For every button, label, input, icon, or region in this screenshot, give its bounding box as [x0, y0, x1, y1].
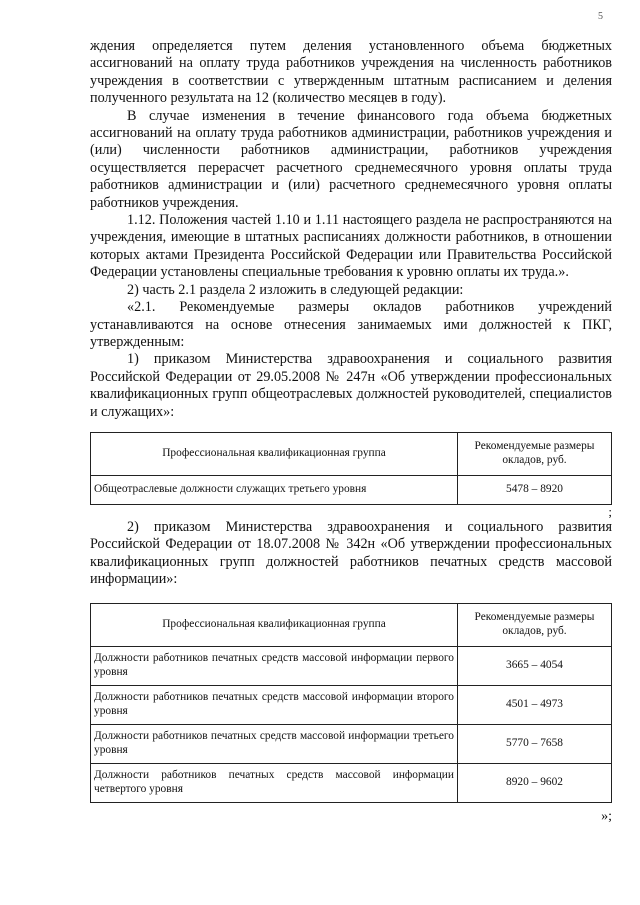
paragraph-order-342n: 2) приказом Министерства здравоохранения и социального развития Российской Федерации от 18.07.2008 № 342н «Об утверждении профессиональных квалификационных групп должностей работников печатных средств массовой информации»:	[90, 518, 612, 588]
table-semicolon: ;	[608, 503, 612, 519]
header-group-cell: Профессиональная квалификационная группа	[91, 432, 458, 475]
group-cell: Должности работников печатных средств массовой информации первого уровня	[91, 646, 458, 685]
salary-table-general-positions	[90, 432, 612, 505]
table-header-row	[91, 432, 612, 475]
paragraph-2-1-text: «2.1. Рекомендуемые размеры окладов работников учреждений устанавливаются на основе отнесения занимаемых ими должностей к ПКГ, утвержденным:	[90, 299, 612, 350]
paragraph-amendment-2-1: 2) часть 2.1 раздела 2 изложить в следующей редакции:	[127, 281, 464, 298]
salary-cell: 5770 – 7658	[458, 724, 612, 763]
group-cell: Общеотраслевые должности служащих третьего уровня	[91, 475, 458, 504]
table-row	[91, 646, 612, 685]
group-cell: Должности работников печатных средств массовой информации второго уровня	[91, 685, 458, 724]
table-row	[91, 763, 612, 802]
paragraph-allocation-continuation: ждения определяется путем деления установленного объема бюджетных ассигнований на оплату труда работников учреждения на численность работников учреждения в соответствии с утвержденным штатным расписанием и деления полученного результата на 12 (количество месяцев в году).	[90, 38, 612, 107]
table-row	[91, 685, 612, 724]
table-row	[91, 724, 612, 763]
paragraph-1-12: 1.12. Положения частей 1.10 и 1.11 настоящего раздела не распространяются на учреждения, имеющие в штатных расписаниях должности работников, в отношении которых актами Президента Российской Федерации или Правительства Российской Федерации установлены специальные требования к уровню оплаты их труда.».	[90, 212, 612, 281]
salary-cell: 5478 – 8920	[458, 475, 612, 504]
group-cell: Должности работников печатных средств массовой информации третьего уровня	[91, 724, 458, 763]
salary-cell: 3665 – 4054	[458, 646, 612, 685]
document-page	[90, 38, 612, 839]
paragraph-order-247n: 1) приказом Министерства здравоохранения и социального развития Российской Федерации от 29.05.2008 № 247н «Об утверждении профессиональных квалификационных групп общеотраслевых должностей руководителей, специалистов и служащих»:	[90, 351, 612, 420]
header-salary-cell: Рекомендуемые размеры окладов, руб.	[458, 603, 612, 646]
header-salary-cell: Рекомендуемые размеры окладов, руб.	[458, 432, 612, 475]
table-row	[91, 475, 612, 504]
salary-cell: 4501 – 4973	[458, 685, 612, 724]
table-header-row	[91, 603, 612, 646]
group-cell: Должности работников печатных средств массовой информации четвертого уровня	[91, 763, 458, 802]
salary-cell: 8920 – 9602	[458, 763, 612, 802]
salary-table-print-media	[90, 603, 612, 803]
closing-quote: »;	[601, 808, 612, 824]
header-group-cell: Профессиональная квалификационная группа	[91, 603, 458, 646]
page-number: 5	[598, 11, 603, 22]
paragraph-recalculation: В случае изменения в течение финансового года объема бюджетных ассигнований на оплату труда работников администрации, работников учреждения и (или) численности работников администрации, работников учреждения осуществляется перерасчет расчетного среднемесячного уровня оплаты труда работников администрации и (или) расчетного среднемесячного уровня оплаты работников учреждения.	[90, 107, 612, 211]
